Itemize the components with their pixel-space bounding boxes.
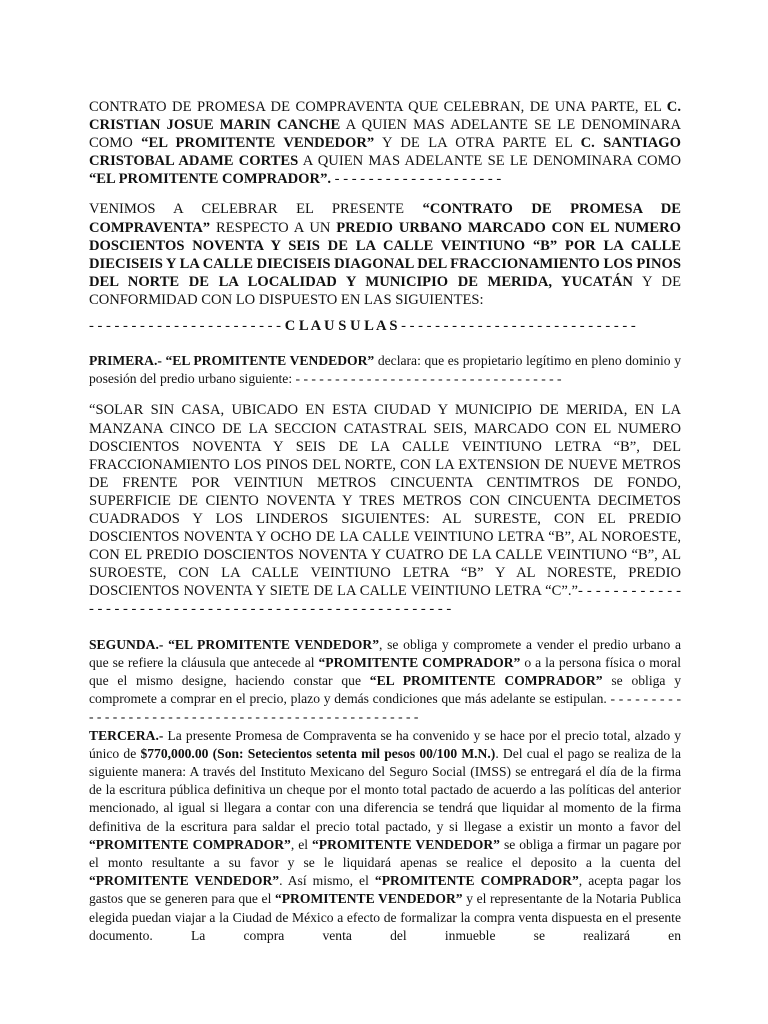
tercera-role-1: “PROMITENTE COMPRADOR” [89, 836, 291, 852]
intro-text-3: Y DE LA OTRA PARTE EL [374, 135, 581, 152]
contract-title: “CONTRATO DE PROMESA DE COMPRAVENTA” [89, 201, 682, 236]
tercera-role-5: “PROMITENTE VENDEDOR” [274, 891, 463, 907]
solar-text: “SOLAR SIN CASA, UBICADO EN ESTA CIUDAD Y MUNICIPIO DE MERIDA, EN LA MANZANA CINCO DE LA SECCION CATASTRAL SEIS, MARCADO CON EL NUMERO DOSCIENTOS NOVENTA Y SEIS DE LA CALLE VEINTIUNO LETRA “B”, DEL FRACCIONAMIENTO LOS PINOS DEL NORTE, CON LA EXTENSION DE NUEVE METROS DE FRENTE POR VEINTIUN METROS CINCUENTA CENTIMTROS DE FONDO, SUPERFICIE DE CIENTO NOVENTA Y TRES METROS CON CINCUENTA DECIMETOS CUADRADOS Y LOS LINDEROS SIGUIENTES: AL SURESTE, CON EL PREDIO DOSCIENTOS NOVENTA Y OCHO DE LA CALLE VEINTIUNO LETRA “B”, AL NOROESTE, CON EL PREDIO DOSCIENTOS NOVENTA Y CUATRO DE LA CALLE VEINTIUNO “B”, AL SUROESTE, CON LA CALLE VEINTIUNO LETRA “B” Y AL NORESTE, PREDIO DOSCIENTOS NOVENTA Y SIETE DE LA CALLE VEINTIUNO LETRA “C”.” [89, 402, 681, 600]
venimos-text-3: Y DE CONFORMIDAD CON LO DISPUESTO EN LAS SIGUIENTES: [89, 273, 681, 308]
clausulas-left-dashes: - - - - - - - - - - - - - - - - - - - - - - - [89, 318, 285, 335]
segunda-clause [89, 636, 681, 727]
segunda-label: SEGUNDA.- [89, 636, 164, 652]
tercera-text-7: y el representante de la Notaria Publica elegida puedan viajar a la Ciudad de México a efecto de formalizar la compra venta dispuesta en el presente documento. La compra venta del inmueble se realizará en [89, 891, 681, 943]
venimos-paragraph [89, 200, 681, 309]
intro-paragraph [89, 98, 681, 188]
clausulas-right-dashes: - - - - - - - - - - - - - - - - - - - - - - - - - - - - [397, 318, 636, 335]
contract-page [89, 98, 681, 945]
tercera-clause [89, 727, 681, 945]
clausulas-heading: C L A U S U L A S [284, 318, 398, 335]
segunda-text-3: se obliga y compromete a comprar en el precio, plazo y demás condiciones que más adelante se estipulan. [89, 672, 682, 707]
tercera-role-4: “PROMITENTE COMPRADOR” [374, 873, 579, 889]
solar-dashes: - - - - - - - - - - - - - - - - - - - - - - - - - - - - - - - - - - - - - - - - - - - - - - - - - - - - - - - [89, 583, 682, 618]
clausulas-heading-line [89, 317, 681, 335]
tercera-role-3: “PROMITENTE VENDEDOR” [89, 873, 280, 889]
segunda-role-1: “EL PROMITENTE VENDEDOR” [163, 636, 379, 652]
tercera-text-6: , acepta pagar los gastos que se generen para que el [89, 873, 681, 907]
segunda-role-2: “PROMITENTE COMPRADOR” [318, 654, 521, 670]
segunda-dashes: - - - - - - - - - - - - - - - - - - - - - - - - - - - - - - - - - - - - - - - - - - - - - - - - - - - [89, 691, 682, 725]
intro-text-1: CONTRATO DE PROMESA DE COMPRAVENTA QUE CELEBRAN, DE UNA PARTE, EL [89, 99, 667, 115]
predio-description: PREDIO URBANO MARCADO CON EL NUMERO DOSCIENTOS NOVENTA Y SEIS DE LA CALLE VEINTIUNO “B” POR LA CALLE DIECISEIS Y LA CALLE DIECISEIS DIAGONAL DEL FRACCIONAMIENTO LOS PINOS DEL NORTE DE LA LOCALIDAD Y MUNICIPIO DE MERIDA, YUCATÁN [89, 219, 681, 290]
primera-dashes: - - - - - - - - - - - - - - - - - - - - - - - - - - - - - - - - - - [292, 371, 562, 387]
segunda-text-2: o a la persona física o moral que el mismo designe, haciendo constar que [89, 654, 681, 688]
tercera-label: TERCERA.- [89, 727, 164, 743]
segunda-role-3: “EL PROMITENTE COMPRADOR” [369, 672, 603, 688]
solar-description [89, 401, 681, 618]
comprador-role: “EL PROMITENTE COMPRADOR”. [89, 171, 332, 188]
tercera-text-4: se obliga a firmar un pagare por el monto resultante a su favor y se le liquidará apenas se realice el deposito a la cuenta del [89, 836, 681, 870]
tercera-text-1: La presente Promesa de Compraventa se ha convenido y se hace por el precio total, alzado y único de [89, 727, 681, 761]
primera-role: “EL PROMITENTE VENDEDOR” [161, 353, 375, 369]
tercera-text-2: . Del cual el pago se realiza de la siguiente manera: A través del Instituto Mexicano del Seguro Social (IMSS) se entregará el día de la firma de la escritura pública definitiva un cheque por el monto total pactado de acuerdo a las políticas del anterior mencionado, al igual si llegara a contar con una diferencia se tendrá que liquidar al momento de la firma definitiva de la escritura para saldar el precio total pactado, y si llegase a existir un monto a favor del [89, 745, 681, 834]
primera-text: declara: que es propietario legítimo en pleno dominio y posesión del predio urbano siguiente: [89, 353, 682, 387]
venimos-text-2: RESPECTO A UN [210, 219, 337, 236]
vendedor-role: “EL PROMITENTE VENDEDOR” [141, 135, 375, 152]
segunda-text-1: , se obliga y compromete a vender el predio urbano a que se refiere la cláusula que antecede al [89, 636, 681, 670]
tercera-role-2: “PROMITENTE VENDEDOR” [311, 836, 500, 852]
tercera-price: $770,000.00 (Son: Setecientos setenta mil pesos 00/100 M.N.) [140, 745, 496, 761]
intro-dashes: - - - - - - - - - - - - - - - - - - - - [331, 171, 502, 188]
primera-label: PRIMERA.- [89, 353, 162, 369]
primera-clause [89, 352, 681, 388]
tercera-text-5: . Así mismo, el [279, 873, 375, 889]
vendedor-name: C. CRISTIAN JOSUE MARIN CANCHE [89, 99, 681, 134]
intro-text-4: A QUIEN MAS ADELANTE SE LE DENOMINARA COMO [298, 153, 682, 170]
venimos-text-1: VENIMOS A CELEBRAR EL PRESENTE [89, 201, 423, 218]
tercera-text-3: , el [290, 836, 312, 852]
comprador-name: C. SANTIAGO CRISTOBAL ADAME CORTES [89, 135, 682, 170]
intro-text-2: A QUIEN MAS ADELANTE SE LE DENOMINARA COMO [89, 117, 682, 152]
